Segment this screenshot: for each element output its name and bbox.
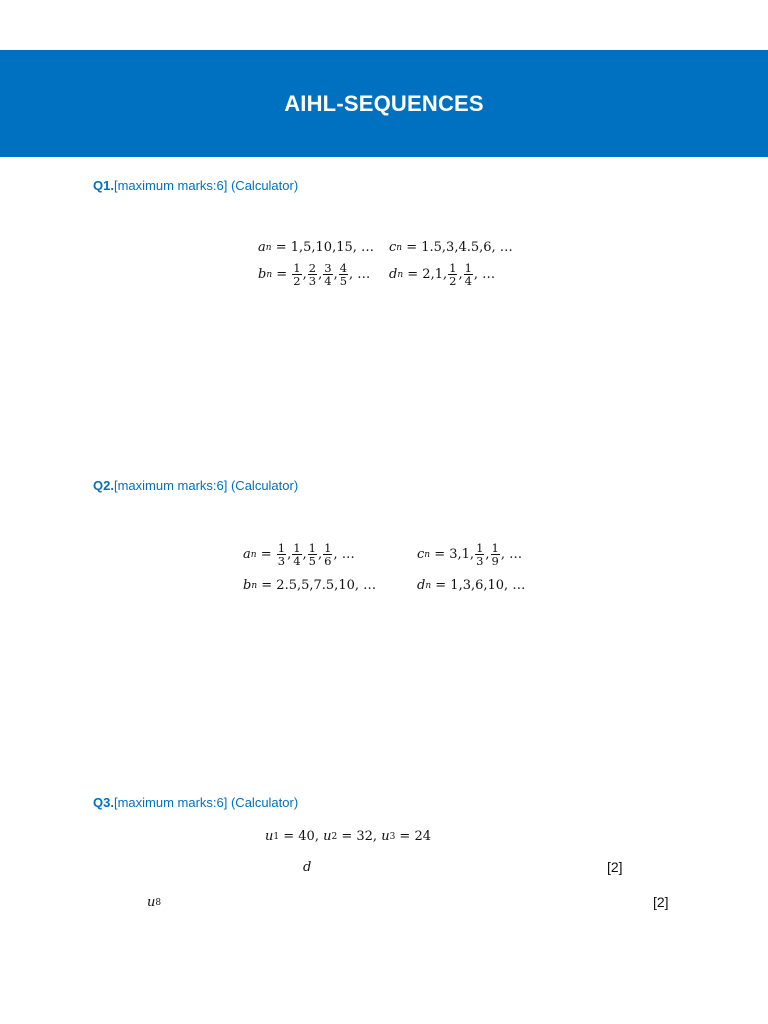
fraction-numerator: 1	[293, 541, 301, 555]
fraction-numerator: 1	[308, 541, 316, 555]
ellipsis: …	[337, 547, 355, 562]
fraction-numerator: 4	[339, 261, 348, 275]
separator: ,	[302, 547, 307, 562]
separator: ,	[500, 547, 505, 562]
fraction-denominator: 3	[308, 274, 317, 288]
fraction	[475, 542, 484, 567]
fraction-denominator: 3	[277, 554, 286, 568]
ellipsis: …	[353, 267, 371, 282]
fraction-denominator: 2	[293, 274, 301, 288]
fraction	[323, 542, 332, 567]
q3-u2-value: 32	[356, 829, 373, 844]
separator: ,	[485, 547, 490, 562]
question-3-meta: [maximum marks:6] (Calculator)	[113, 795, 299, 810]
fraction-denominator: 3	[476, 554, 484, 568]
fraction-denominator: 4	[324, 274, 332, 288]
q3-part-a-variable	[303, 860, 311, 875]
fraction-numerator: 1	[491, 541, 499, 555]
question-2-heading	[93, 478, 298, 493]
q3-d-symbol: d	[303, 860, 312, 875]
fraction-numerator: 1	[476, 541, 484, 555]
fraction	[464, 262, 473, 287]
fraction	[448, 262, 457, 287]
q2-sequence-d: d n = 1,3,6,10, …	[417, 578, 526, 593]
fraction	[491, 542, 500, 567]
q3-u3-value: 24	[414, 829, 432, 844]
title-banner	[0, 50, 768, 157]
q2-b-terms: 2.5,5,7.5,10, …	[276, 578, 377, 593]
q3-u-symbol: u	[147, 895, 156, 910]
q3-u-subscript: 8	[155, 897, 162, 908]
separator: ,	[318, 547, 323, 562]
separator: ,	[349, 267, 354, 282]
separator: ,	[287, 547, 292, 562]
q1-sequence-b: b n = $\frac{1}{2}$ , $\frac{2}{3}$ , $\frac{3}{4}$ , $\frac{4}{5}$ , …	[258, 261, 371, 288]
question-1-number: Q1.	[93, 178, 114, 193]
page-title: AIHL-SEQUENCES	[284, 90, 484, 116]
fraction-numerator: 1	[449, 261, 457, 275]
fraction-denominator: 4	[293, 554, 301, 568]
separator: ,	[302, 267, 307, 282]
ellipsis: …	[478, 267, 496, 282]
fraction	[323, 262, 332, 287]
fraction	[308, 542, 317, 567]
q2-c-terms	[474, 542, 522, 567]
question-1-meta: [maximum marks:6] (Calculator)	[113, 178, 299, 193]
q1-a-terms: 1,5,10,15, …	[290, 240, 375, 255]
q3-part-a-marks: [2]	[607, 859, 623, 875]
q3-part-b-marks: [2]	[653, 894, 669, 910]
fraction-numerator: 1	[293, 261, 301, 275]
q1-d-terms	[447, 262, 495, 287]
q1-sequence-c: c n = 1.5,3,4.5,6, …	[389, 240, 513, 255]
question-3-number: Q3.	[93, 795, 114, 810]
fraction	[292, 542, 301, 567]
question-2-number: Q2.	[93, 478, 114, 493]
q2-sequence-a: a n = $\frac{1}{3}$ , $\frac{1}{4}$ , $\frac{1}{5}$ , $\frac{1}{6}$ , …	[243, 541, 355, 568]
fraction-numerator: 2	[308, 261, 317, 275]
fraction-numerator: 1	[324, 541, 332, 555]
q3-u1-value: 40	[298, 829, 315, 844]
q1-sequence-a: a n = 1,5,10,15, …	[258, 240, 375, 255]
fraction-denominator: 2	[449, 274, 457, 288]
separator: ,	[333, 547, 338, 562]
question-1-heading	[93, 178, 298, 193]
fraction	[292, 262, 301, 287]
separator: ,	[333, 267, 338, 282]
fraction-numerator: 3	[324, 261, 332, 275]
q2-c-prefix: 3,1,	[449, 547, 475, 562]
q3-part-b-variable	[147, 895, 161, 910]
q2-a-terms	[276, 542, 355, 567]
fraction	[339, 262, 348, 287]
q1-sequence-d: d n = 2,1, $\frac{1}{2}$ , $\frac{1}{4}$ , …	[389, 261, 496, 288]
question-2-meta: [maximum marks:6] (Calculator)	[113, 478, 299, 493]
fraction-numerator: 1	[464, 261, 472, 275]
separator: ,	[473, 267, 479, 282]
fraction-numerator: 1	[277, 541, 286, 555]
fraction-denominator: 6	[324, 554, 332, 568]
separator: ,	[458, 267, 463, 282]
q1-b-terms	[291, 262, 370, 287]
fraction-denominator: 4	[464, 274, 472, 288]
fraction-denominator: 9	[491, 554, 499, 568]
question-3-heading	[93, 795, 298, 810]
ellipsis: …	[505, 547, 523, 562]
q2-sequence-c: c n = 3,1, $\frac{1}{3}$ , $\frac{1}{9}$ , …	[417, 541, 523, 568]
fraction	[308, 262, 317, 287]
q2-d-terms: 1,3,6,10, …	[450, 578, 526, 593]
fraction-denominator: 5	[339, 274, 348, 288]
fraction-denominator: 5	[308, 554, 316, 568]
q1-d-prefix: 2,1,	[422, 267, 448, 282]
q2-sequence-b: b n = 2.5,5,7.5,10, …	[243, 578, 377, 593]
q3-given-terms: u 1 = 40 , u 2 = 32 , u 3 = 24	[265, 829, 432, 844]
separator: ,	[318, 267, 323, 282]
q1-c-terms: 1.5,3,4.5,6, …	[421, 240, 513, 255]
fraction	[277, 542, 286, 567]
